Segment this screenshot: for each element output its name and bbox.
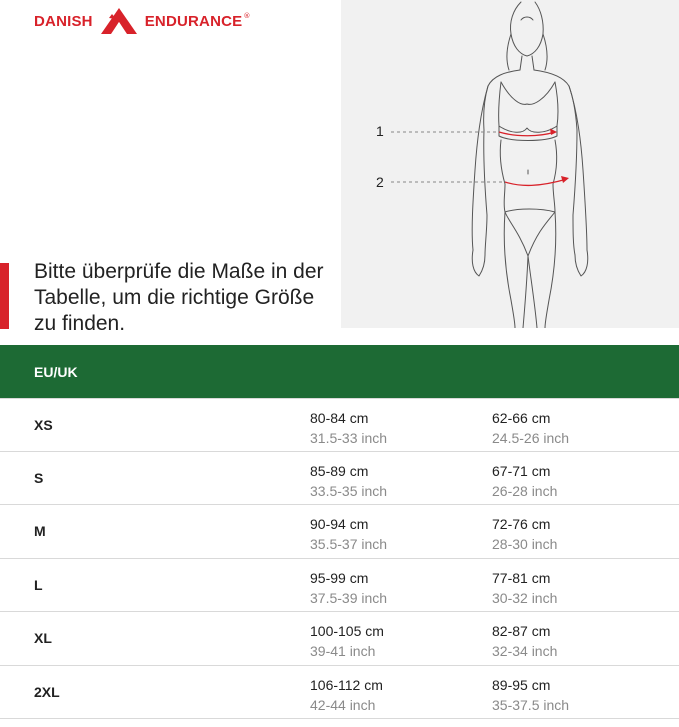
mountain-logo-icon	[97, 6, 141, 36]
measurement-1-cell	[310, 621, 384, 661]
measurement-inch: 32-34 inch	[492, 643, 558, 659]
measurement-1-cell	[310, 514, 387, 554]
measurement-inch: 35.5-37 inch	[310, 536, 388, 552]
size-label: XL	[34, 630, 52, 647]
size-label: M	[34, 523, 46, 540]
measurement-2-cell	[492, 568, 557, 608]
measurement-1-cell	[310, 461, 387, 501]
measurement-inch: 42-44 inch	[310, 696, 376, 713]
intro-text: Bitte überprüfe die Maße in der Tabelle, um die richtige Größe zu finden.	[34, 260, 324, 335]
woman-figure-icon	[341, 0, 679, 328]
measurement-cm: 100-105 cm	[310, 623, 384, 639]
measurement-cm: 106-112 cm	[310, 676, 383, 693]
measurement-inch: 24.5-26 inch	[492, 430, 570, 446]
measurement-inch: 39-41 inch	[310, 643, 376, 659]
measurement-inch: 35-37.5 inch	[492, 696, 570, 713]
measurement-1-cell	[310, 568, 387, 608]
brand-name-left: DANISH	[34, 12, 93, 30]
table-row	[0, 612, 679, 666]
table-row	[0, 666, 679, 720]
measurement-inch: 26-28 inch	[492, 482, 558, 499]
body-measurement-illustration	[341, 0, 679, 328]
measurement-inch: 30-32 inch	[492, 589, 558, 606]
measurement-cm: 85-89 cm	[310, 462, 369, 479]
size-table	[0, 398, 679, 719]
measurement-2-cell	[492, 514, 557, 554]
size-label: 2XL	[34, 683, 60, 700]
measurement-cm: 95-99 cm	[310, 569, 369, 586]
measurement-cm: 80-84 cm	[310, 410, 369, 426]
measurement-2-cell	[492, 408, 569, 448]
measurement-2-cell	[492, 675, 569, 715]
registered-mark: ®	[243, 12, 251, 20]
measurement-cm: 82-87 cm	[492, 623, 551, 639]
measurement-2-cell	[492, 621, 557, 661]
table-row	[0, 505, 679, 559]
measurement-inch: 28-30 inch	[492, 536, 558, 552]
measurement-cm: 90-94 cm	[310, 516, 369, 532]
brand-name-right: ENDURANCE	[144, 12, 243, 30]
measurement-marker-2: 2	[376, 174, 384, 190]
brand-logo	[34, 2, 250, 40]
measurement-inch: 37.5-39 inch	[310, 589, 388, 606]
region-label: EU/UK	[34, 363, 78, 380]
measurement-cm: 67-71 cm	[492, 462, 551, 479]
measurement-cm: 89-95 cm	[492, 676, 551, 693]
accent-bar	[0, 263, 9, 329]
measurement-2-cell	[492, 461, 557, 501]
measurement-cm: 77-81 cm	[492, 569, 551, 586]
table-row	[0, 398, 679, 452]
measurement-1-cell	[310, 408, 387, 448]
measurement-cm: 72-76 cm	[492, 516, 551, 532]
measurement-inch: 31.5-33 inch	[310, 430, 388, 446]
measurement-marker-1: 1	[376, 123, 384, 139]
measurement-inch: 33.5-35 inch	[310, 482, 388, 499]
size-label: S	[34, 469, 44, 486]
size-label: L	[34, 576, 43, 593]
size-label: XS	[34, 416, 53, 433]
table-row	[0, 559, 679, 613]
measurement-cm: 62-66 cm	[492, 410, 551, 426]
measurement-1-cell	[310, 675, 383, 715]
table-header	[0, 345, 679, 398]
table-row	[0, 452, 679, 506]
